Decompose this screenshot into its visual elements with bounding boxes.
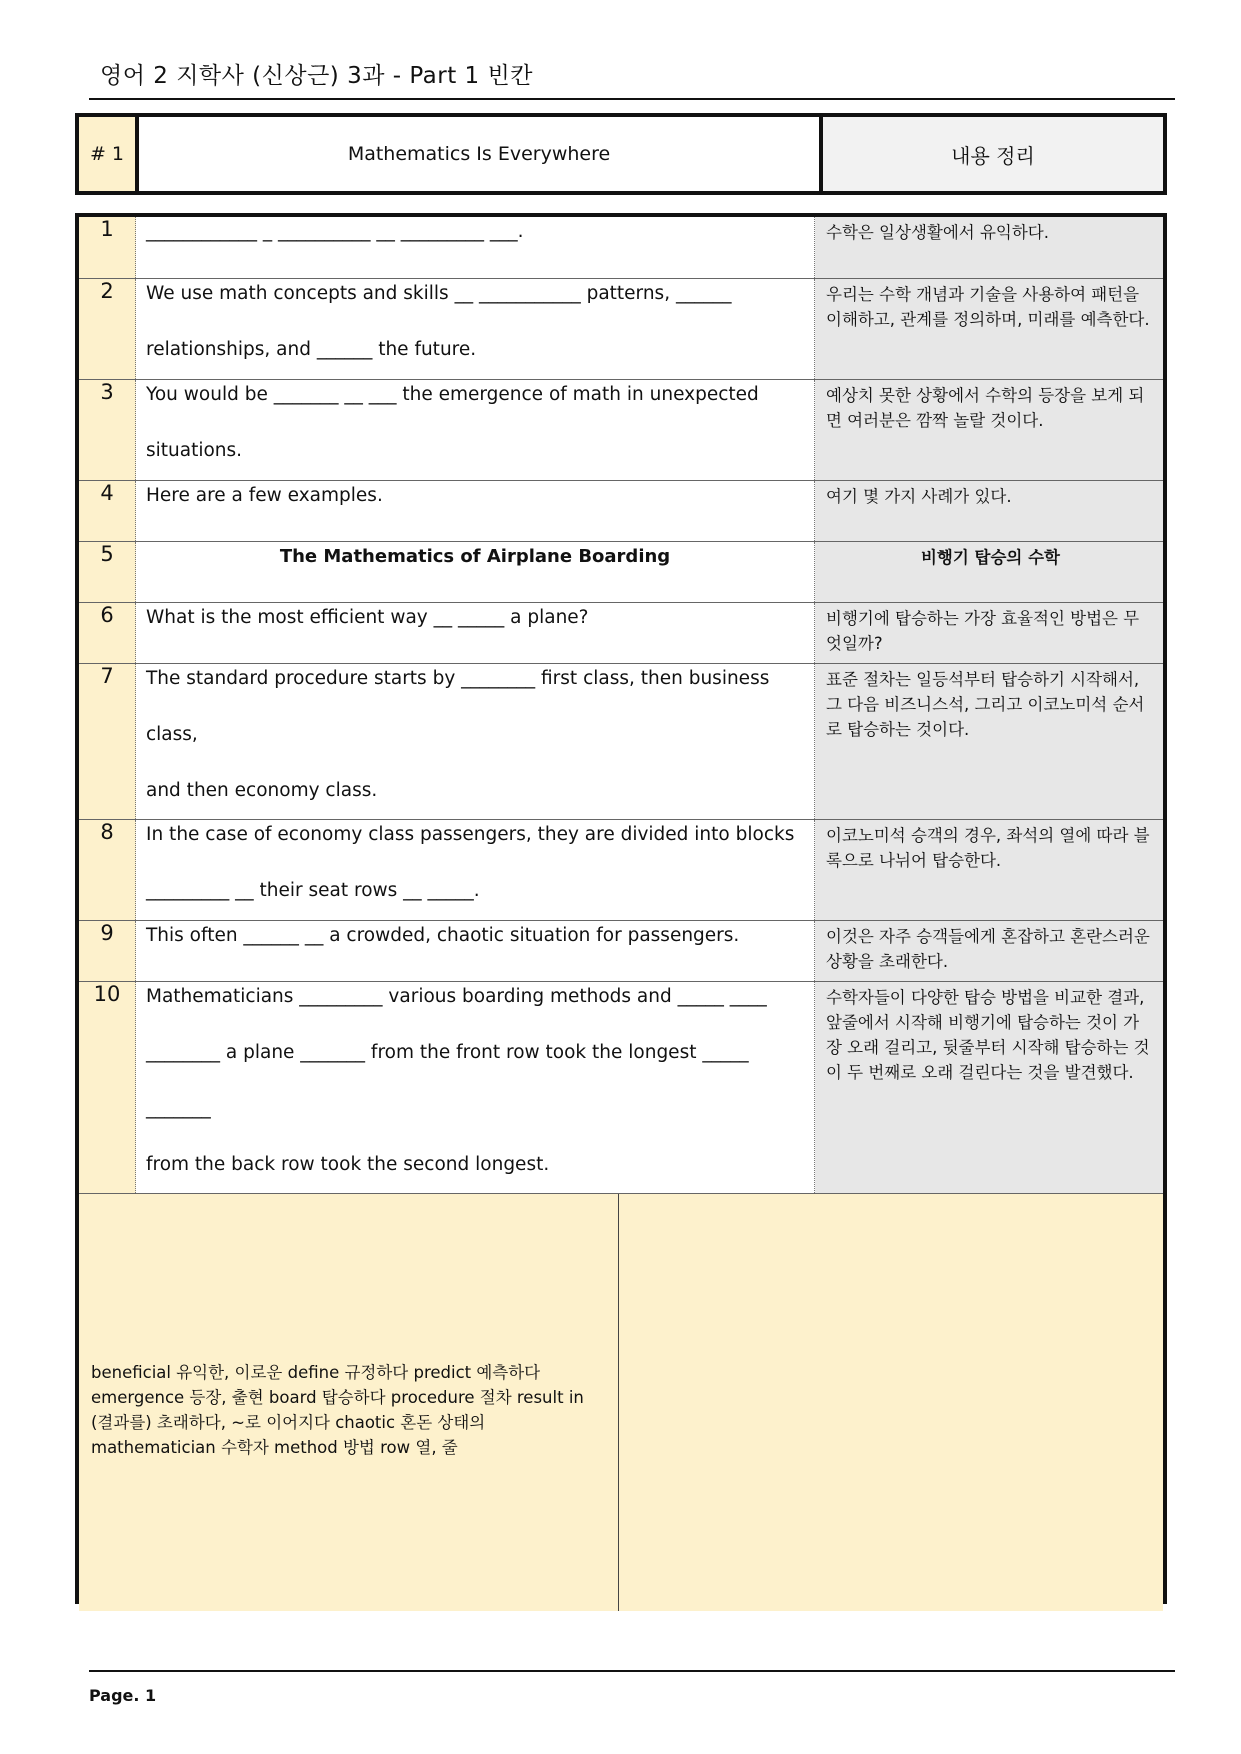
english-sentence xyxy=(136,663,815,819)
korean-translation: 우리는 수학 개념과 기술을 사용하여 패턴을 이해하고, 관계를 정의하며, 미래를 예측한다. xyxy=(815,278,1164,379)
header-summary-label: 내용 정리 xyxy=(823,117,1163,191)
sentence-line: ________ a plane _______ from the front row took the longest _____ _______ xyxy=(146,1041,749,1119)
korean-translation: 수학은 일상생활에서 유익하다. xyxy=(815,217,1164,278)
sentence-line: situations. xyxy=(146,439,243,461)
row-number: 2 xyxy=(79,278,136,379)
row-number: 9 xyxy=(79,920,136,981)
notes-box xyxy=(619,1194,1163,1611)
korean-translation: 여기 몇 가지 사례가 있다. xyxy=(815,480,1164,541)
sentence-line: Mathematicians _________ various boarding methods and _____ ____ xyxy=(146,985,767,1007)
english-sentence xyxy=(136,278,815,379)
korean-translation: 예상치 못한 상황에서 수학의 등장을 보게 되면 여러분은 깜짝 놀랄 것이다. xyxy=(815,379,1164,480)
row-number: 5 xyxy=(79,541,136,602)
sentence-line: Here are a few examples. xyxy=(146,484,383,506)
page-number: Page. 1 xyxy=(89,1686,157,1705)
english-sentence xyxy=(136,819,815,920)
page-title: 영어 2 지학사 (신상근) 3과 - Part 1 빈칸 xyxy=(100,63,533,89)
english-sentence xyxy=(136,379,815,480)
table-row xyxy=(79,819,1163,920)
bottom-section xyxy=(79,1194,1163,1611)
sentence-rows xyxy=(79,217,1163,1194)
sentence-line: You would be _______ __ ___ the emergence of math in unexpected xyxy=(146,383,759,405)
sentence-line: _________ __ their seat rows __ _____. xyxy=(146,879,480,901)
footer-divider xyxy=(89,1670,1175,1672)
sentence-line: The standard procedure starts by ________ first class, then business class, xyxy=(146,667,770,745)
sentence-line: This often ______ __ a crowded, chaotic situation for passengers. xyxy=(146,924,740,946)
row-number: 4 xyxy=(79,480,136,541)
sentence-line: ____________ _ __________ __ _________ ___. xyxy=(146,221,524,242)
table-row xyxy=(79,379,1163,480)
sentence-line: The Mathematics of Airplane Boarding xyxy=(279,545,671,567)
sentence-table xyxy=(75,213,1167,1604)
worksheet-header xyxy=(75,113,1167,195)
table-row xyxy=(79,663,1163,819)
sentence-line: We use math concepts and skills __ ___________ patterns, ______ xyxy=(146,282,732,304)
korean-translation: 수학자들이 다양한 탑승 방법을 비교한 결과, 앞줄에서 시작해 비행기에 탑승하는 것이 가장 오래 걸리고, 뒷줄부터 시작해 탑승하는 것이 두 번째로 오래 걸린다는 것을 발견했다. xyxy=(815,981,1164,1193)
sentence-line: In the case of economy class passengers, they are divided into blocks xyxy=(146,823,795,845)
row-number: 3 xyxy=(79,379,136,480)
header-number: # 1 xyxy=(79,117,139,191)
title-divider xyxy=(89,98,1175,100)
row-number: 8 xyxy=(79,819,136,920)
korean-translation: 이코노미석 승객의 경우, 좌석의 열에 따라 블록으로 나뉘어 탑승한다. xyxy=(815,819,1164,920)
sentence-line: What is the most efficient way __ _____ a plane? xyxy=(146,606,589,628)
sentence-line: relationships, and ______ the future. xyxy=(146,338,477,360)
vocabulary-box: beneficial 유익한, 이로운 define 규정하다 predict 예측하다 emergence 등장, 출현 board 탑승하다 procedure 절차 result in (결과를) 초래하다, ~로 이어지다 chaotic 혼돈 상태의 mathematician 수학자 method 방법 row 열, 줄 xyxy=(79,1194,619,1611)
korean-translation: 표준 절차는 일등석부터 탑승하기 시작해서, 그 다음 비즈니스석, 그리고 이코노미석 순서로 탑승하는 것이다. xyxy=(815,663,1164,819)
table-row xyxy=(79,278,1163,379)
row-number: 10 xyxy=(79,981,136,1193)
row-number: 1 xyxy=(79,217,136,278)
row-number: 6 xyxy=(79,602,136,663)
header-title: Mathematics Is Everywhere xyxy=(139,117,823,191)
korean-translation: 비행기에 탑승하는 가장 효율적인 방법은 무엇일까? xyxy=(815,602,1164,663)
table-row xyxy=(79,981,1163,1193)
english-sentence xyxy=(136,981,815,1193)
sentence-line: from the back row took the second longest. xyxy=(146,1153,550,1175)
row-number: 7 xyxy=(79,663,136,819)
korean-translation: 비행기 탑승의 수학 xyxy=(815,541,1164,602)
korean-translation: 이것은 자주 승객들에게 혼잡하고 혼란스러운 상황을 초래한다. xyxy=(815,920,1164,981)
sentence-line: and then economy class. xyxy=(146,779,378,801)
